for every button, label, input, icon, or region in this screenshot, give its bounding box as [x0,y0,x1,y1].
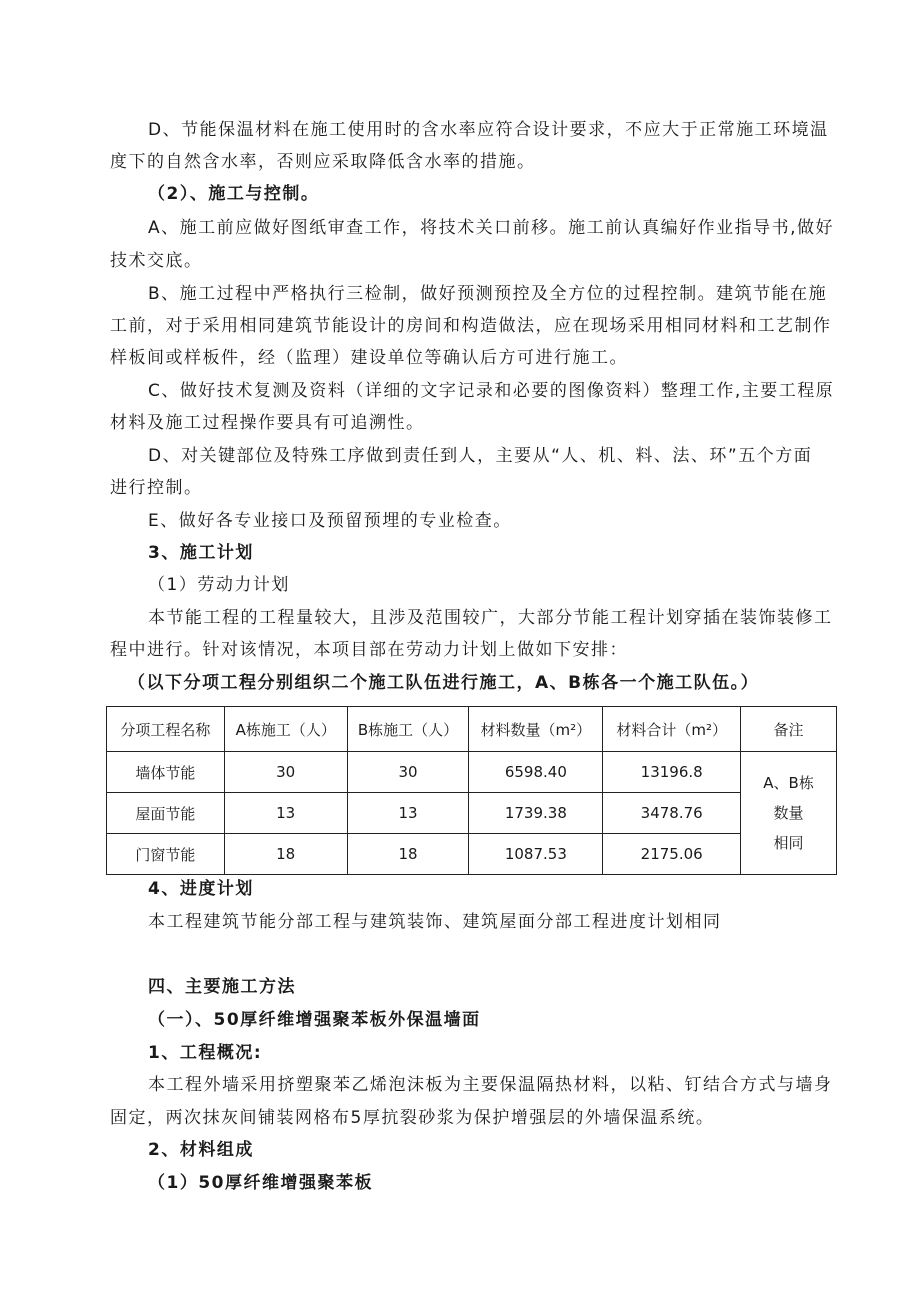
paragraph-line: 样板间或样板件，经（监理）建设单位等确认后方可进行施工。 [110,348,628,368]
table-header-cell: B栋施工（人） [347,707,469,752]
table-cell: 门窗节能 [107,834,225,875]
table-row [107,752,837,793]
table-cell: 1739.38 [469,793,603,834]
table-row [107,834,837,875]
table-cell: 30 [347,752,469,793]
table-cell: 6598.40 [469,752,603,793]
remark-line: 数量 [773,804,804,822]
table-row [107,793,837,834]
labor-plan-table [106,706,837,875]
table-cell: 30 [224,752,347,793]
paragraph-line: 工前，对于采用相同建筑节能设计的房间和构造做法，应在现场采用相同材料和工艺制作 [110,316,832,336]
table-cell: 18 [347,834,469,875]
section-heading: 1、工程概况: [148,1043,263,1063]
table-cell: 2175.06 [603,834,741,875]
table-header-row [107,707,837,752]
table-cell: 13 [347,793,469,834]
table-remark-cell [741,752,837,875]
paragraph-line: B、施工过程中严格执行三检制，做好预测预控及全方位的过程控制。建筑节能在施 [148,284,828,304]
table-header-cell: 分项工程名称 [107,707,225,752]
section-heading: （2）、施工与控制。 [148,184,320,204]
paragraph-line: 技术交底。 [110,251,203,271]
table-header-cell: 材料合计（m²） [603,707,741,752]
table-cell: 18 [224,834,347,875]
table-cell: 墙体节能 [107,752,225,793]
paragraph-line: E、做好各专业接口及预留预埋的专业检查。 [148,511,512,531]
table-header-cell: 材料数量（m²） [469,707,603,752]
table-header-cell: 备注 [741,707,837,752]
paragraph-line: 固定，两次抹灰间铺装网格布5厚抗裂砂浆为保护增强层的外墙保温系统。 [110,1108,715,1128]
subsection-heading: （1）50厚纤维增强聚苯板 [148,1173,373,1193]
paragraph-line: 进行控制。 [110,478,203,498]
paragraph-line: D、节能保温材料在施工使用时的含水率应符合设计要求，不应大于正常施工环境温 [148,120,829,140]
paragraph-line: 程中进行。针对该情况，本项目部在劳动力计划上做如下安排： [110,640,628,660]
table-cell: 屋面节能 [107,793,225,834]
table-cell: 13 [224,793,347,834]
paragraph-line: C、做好技术复测及资料（详细的文字记录和必要的图像资料）整理工作,主要工程原 [148,381,835,401]
paragraph-line: D、对关键部位及特殊工序做到责任到人，主要从“人、机、料、法、环”五个方面 [148,446,813,466]
chapter-heading: 四、主要施工方法 [148,977,296,997]
remark-line: A、B栋 [763,774,814,792]
paragraph-line: 本工程建筑节能分部工程与建筑装饰、建筑屋面分部工程进度计划相同 [148,912,722,932]
paragraph-line: A、施工前应做好图纸审查工作，将技术关口前移。施工前认真编好作业指导书,做好 [148,218,835,238]
table-cell: 3478.76 [603,793,741,834]
section-heading: 2、材料组成 [148,1140,254,1160]
table-header-cell: A栋施工（人） [224,707,347,752]
section-heading: 4、进度计划 [148,879,254,899]
table-caption: （以下分项工程分别组织二个施工队伍进行施工，A、B栋各一个施工队伍。） [128,673,760,693]
table-cell: 13196.8 [603,752,741,793]
paragraph-line: 材料及施工过程操作要具有可追溯性。 [110,413,425,433]
paragraph-line: 本节能工程的工程量较大，且涉及范围较广，大部分节能工程计划穿插在装饰装修工 [148,608,833,628]
table-cell: 1087.53 [469,834,603,875]
paragraph-line: 本工程外墙采用挤塑聚苯乙烯泡沫板为主要保温隔热材料，以粘、钉结合方式与墙身 [148,1075,833,1095]
section-heading: 3、施工计划 [148,543,254,563]
section-heading: （一）、50厚纤维增强聚苯板外保温墙面 [148,1010,481,1030]
paragraph-line: 度下的自然含水率，否则应采取降低含水率的措施。 [110,152,536,172]
subsection-heading: （1）劳动力计划 [148,575,290,595]
remark-line: 相同 [773,834,804,852]
